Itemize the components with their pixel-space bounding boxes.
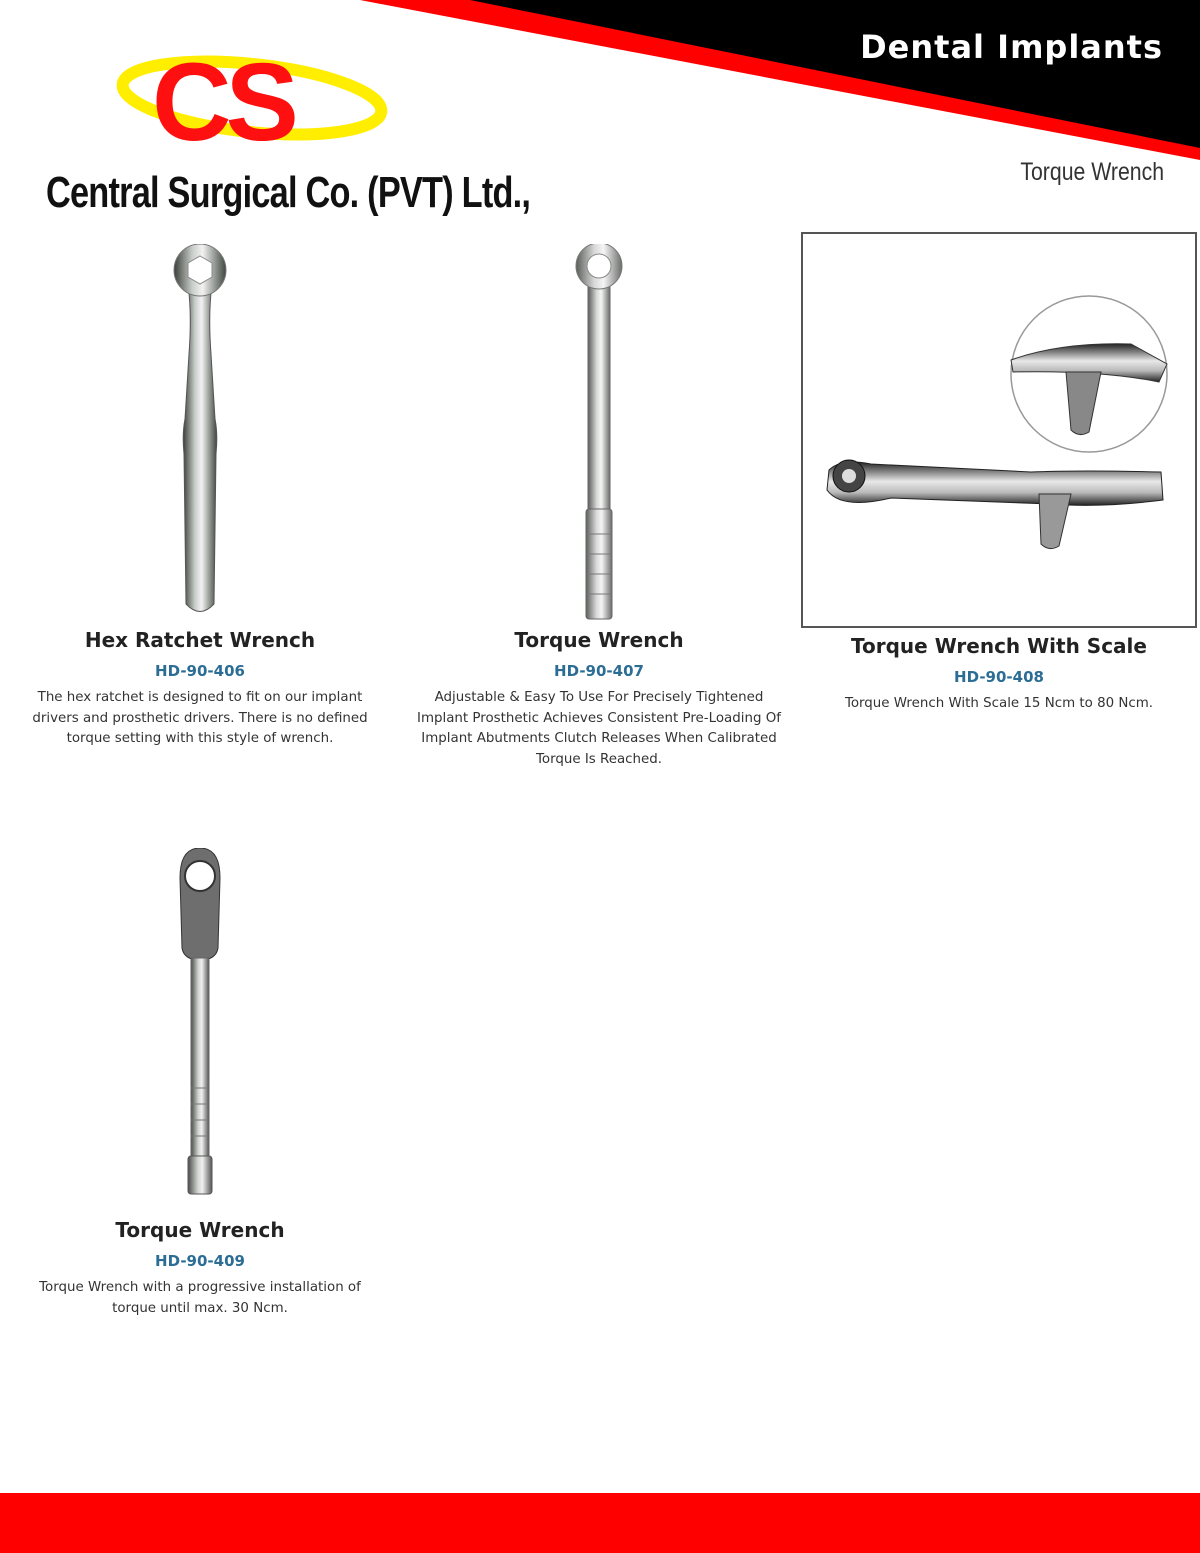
logo-letters: CS — [152, 41, 293, 164]
footer-bar — [0, 1493, 1200, 1553]
page-title: Dental Implants — [860, 28, 1163, 66]
product-code: HD-90-409 — [155, 1252, 245, 1270]
torque-wrench-with-scale-image — [801, 232, 1197, 628]
product-description: Adjustable & Easy To Use For Precisely Tightened Implant Prosthetic Achieves Consistent Pre-Loading Of Implant Abutments Clutch Releases When Calibrated Torque Is Reached. — [417, 690, 781, 767]
product-card — [409, 244, 789, 770]
product-code: HD-90-407 — [554, 662, 644, 680]
product-name: Hex Ratchet Wrench — [84, 628, 316, 652]
product-code: HD-90-406 — [155, 662, 245, 680]
hex-ratchet-wrench-image — [140, 244, 260, 622]
product-name: Torque Wrench — [115, 1218, 285, 1242]
product-code: HD-90-408 — [954, 668, 1044, 686]
product-description: Torque Wrench with a progressive installation of torque until max. 30 Ncm. — [39, 1280, 361, 1316]
product-card — [800, 232, 1198, 715]
product-card — [10, 848, 390, 1319]
product-name: Torque Wrench — [514, 628, 684, 652]
torque-wrench-image — [539, 244, 659, 622]
product-card — [10, 244, 390, 750]
product-name: Torque Wrench With Scale — [851, 634, 1147, 658]
torque-wrench-ratchet-image — [140, 848, 260, 1212]
page-subtitle: Torque Wrench — [1020, 158, 1164, 186]
product-description: Torque Wrench With Scale 15 Ncm to 80 Ncm. — [844, 696, 1154, 711]
company-name: Central Surgical Co. (PVT) Ltd., — [46, 168, 531, 217]
product-description: The hex ratchet is designed to fit on our implant drivers and prosthetic drivers. There is no defined torque setting with this style of wrench. — [32, 690, 368, 746]
